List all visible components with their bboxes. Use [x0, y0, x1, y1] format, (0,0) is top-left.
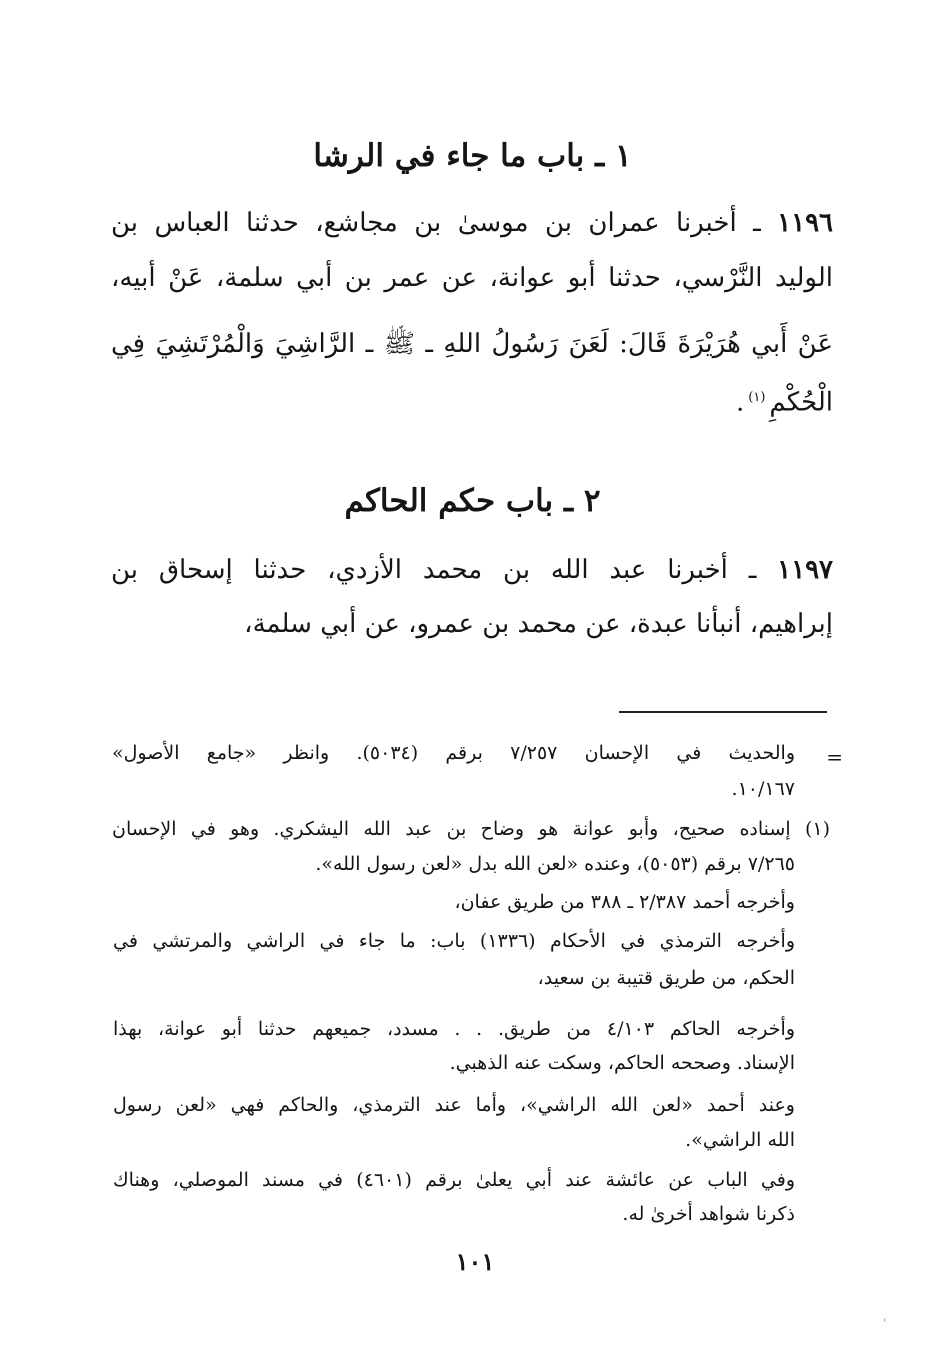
footnote-continuation-line-1: والحديث في الإحسان ٧/٢٥٧ برقم (٥٠٣٤). وانظر «جامع الأصول» — [112, 742, 795, 764]
footnote-1-line-1-text: إسناده صحيح، وأبو عوانة هو وضاح بن عبد الله اليشكري. وهو في الإحسان — [112, 818, 791, 840]
footnote-separator — [619, 711, 827, 713]
page-number: ١٠١ — [455, 1247, 495, 1276]
hadith-1196-line-1-text: ـ أخبرنا عمران بن موسىٰ بن مجاشع، حدثنا العباس بن — [111, 208, 778, 238]
footnote-1-line-2: ٧/٢٦٥ برقم (٥٠٥٣)، وعنده «لعن الله بدل «لعن رسول الله». — [315, 853, 795, 875]
footnote-continuation-line-2: ١٠/١٦٧. — [731, 778, 795, 800]
footnote-1-line-3: وأخرجه أحمد ٢/٣٨٧ ـ ٣٨٨ من طريق عفان، — [454, 891, 795, 913]
hadith-1196-line-3: عَنْ أَبي هُرَيْرَةَ قَالَ: لَعَنَ رَسُولُ اللهِ ـ ﷺ ـ الرَّاشِيَ وَالْمُرْتَشِيَ فِي — [111, 329, 833, 359]
footnote-1-line-1 — [112, 814, 830, 844]
hadith-1196-line-4-text: الْحُكْمِ — [769, 387, 833, 418]
chapter-heading-1: ١ ـ باب ما جاء في الرشا — [313, 138, 632, 174]
continuation-mark: = — [826, 745, 843, 769]
footnote-1-line-8: وعند أحمد «لعن الله الراشي»، وأما عند الترمذي، والحاكم فهي «لعن رسول — [113, 1094, 795, 1116]
hadith-1197-line-1 — [111, 550, 833, 590]
footnote-1-line-10: وفي الباب عن عائشة عند أبي يعلىٰ برقم (٤٦٠١) في مسند الموصلي، وهناك — [113, 1169, 795, 1191]
footnote-1-line-6: وأخرجه الحاكم ٤/١٠٣ من طريق. . . مسدد، جميعهم حدثنا أبو عوانة، بهذا — [113, 1018, 795, 1040]
footnote-1-line-11: ذكرنا شواهد أخرىٰ له. — [622, 1203, 795, 1225]
hadith-1197-line-2: إبراهيم، أنبأنا عبدة، عن محمد بن عمرو، عن أبي سلمة، — [244, 609, 833, 639]
footnote-1-line-5: الحكم، من طريق قتيبة بن سعيد، — [537, 967, 795, 989]
footnote-reference-1: (١) — [748, 390, 766, 405]
footnote-1-line-7: الإسناد. وصححه الحاكم، وسكت عنه الذهبي. — [449, 1052, 795, 1074]
chapter-heading-2: ٢ ـ باب حكم الحاكم — [344, 483, 601, 519]
hadith-1196-line-1 — [111, 203, 833, 243]
hadith-1197-line-1-text: ـ أخبرنا عبد الله بن محمد الأزدي، حدثنا إسحاق بن — [111, 555, 778, 585]
footnote-1-line-4: وأخرجه الترمذي في الأحكام (١٣٣٦) باب: ما جاء في الراشي والمرتشي في — [113, 930, 795, 952]
hadith-1196-line-4 — [111, 378, 833, 423]
hadith-1196-line-2: الوليد النَّرْسي، حدثنا أبو عوانة، عن عمر بن أبي سلمة، عَنْ أبيه، — [111, 263, 833, 293]
hadith-number-1196: ١١٩٦ — [777, 208, 833, 238]
hadith-number-1197: ١١٩٧ — [777, 555, 833, 585]
hadith-1196-line-4-end: . — [736, 387, 745, 418]
scan-speck — [884, 1318, 888, 1322]
footnote-1-marker: (١) — [804, 818, 830, 840]
footnote-1-line-9: الله الراشي». — [685, 1129, 795, 1151]
